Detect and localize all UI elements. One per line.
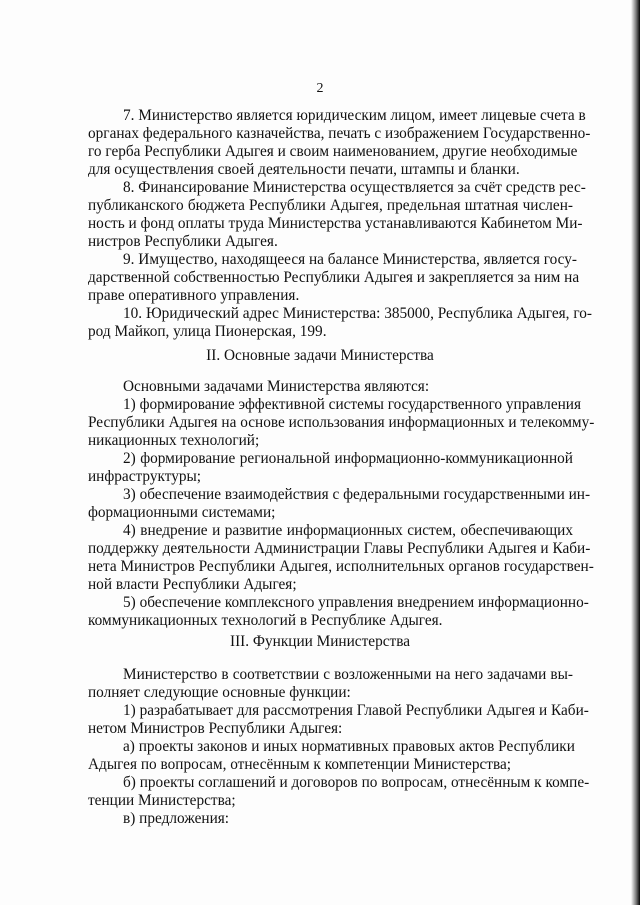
text-line: 1) формирование эффективной системы государственного управления [123, 396, 582, 413]
text-line: ность и фонд оплаты труда Министерства устанавливаются Кабинетом Ми- [88, 215, 583, 232]
text-line: праве оперативного управления. [88, 287, 300, 304]
text-line: публиканского бюджета Республики Адыгея, предельная штатная числен- [88, 197, 573, 214]
text-line: 8. Финансирование Министерства осуществляется за счёт средств рес- [123, 179, 586, 196]
text-line: 2) формирование региональной информационно-коммуникационной [123, 450, 573, 467]
text-line: нетом Министров Республики Адыгея: [88, 720, 343, 737]
text-line: полняет следующие основные функции: [88, 684, 351, 701]
text-line: инфраструктуры; [88, 468, 202, 485]
text-line: органах федерального казначейства, печать с изображением Государственно- [88, 125, 591, 142]
text-line: формационными системами; [88, 504, 276, 521]
text-line: нета Министров Республики Адыгея, исполнительных органов государствен- [88, 558, 594, 575]
text-line: никационных технологий; [88, 432, 260, 449]
text-line: для осуществления своей деятельности печати, штампы и бланки. [88, 161, 520, 178]
text-line: дарственной собственностью Республики Адыгея и закрепляется за ним на [88, 269, 580, 286]
page-number: 2 [316, 81, 324, 96]
text-line: б) проекты соглашений и договоров по вопросам, отнесённым к компе- [123, 774, 590, 791]
scan-edge-shadow [631, 0, 640, 905]
text-line: 3) обеспечение взаимодействия с федеральными государственными ин- [123, 486, 591, 503]
text-line: нистров Республики Адыгея. [88, 233, 278, 250]
text-line: коммуникационных технологий в Республике Адыгея. [88, 612, 443, 629]
text-line: 4) внедрение и развитие информационных систем, обеспечивающих [123, 522, 573, 539]
text-line: го герба Республики Адыгея и своим наименованием, другие необходимые [88, 143, 578, 160]
section-heading: II. Основные задачи Министерства [206, 347, 434, 364]
text-line: Адыгея по вопросам, отнесённым к компетенции Министерства; [88, 756, 512, 773]
text-line: тенции Министерства; [88, 792, 236, 809]
text-line: 7. Министерство является юридическим лицом, имеет лицевые счета в [123, 107, 586, 124]
section-heading: III. Функции Министерства [229, 633, 411, 650]
text-line: в) предложения: [123, 810, 230, 827]
text-line: Министерство в соответствии с возложенными на него задачами вы- [123, 666, 573, 683]
text-line: а) проекты законов и иных нормативных правовых актов Республики [123, 738, 575, 755]
text-line: Республики Адыгея на основе использования информационных и телекомму- [88, 414, 595, 431]
text-line: 10. Юридический адрес Министерства: 385000, Республика Адыгея, го- [123, 305, 592, 322]
text-line: Основными задачами Министерства являются: [123, 378, 430, 395]
text-line: род Майкоп, улица Пионерская, 199. [88, 323, 327, 340]
text-line: 1) разрабатывает для рассмотрения Главой Республики Адыгея и Каби- [123, 702, 589, 719]
text-line: 5) обеспечение комплексного управления внедрением информационно- [123, 594, 589, 611]
text-line: поддержку деятельности Администрации Главы Республики Адыгея и Каби- [88, 540, 591, 557]
text-line: 9. Имущество, находящееся на балансе Министерства, является госу- [123, 251, 577, 268]
text-line: ной власти Республики Адыгея; [88, 576, 297, 593]
